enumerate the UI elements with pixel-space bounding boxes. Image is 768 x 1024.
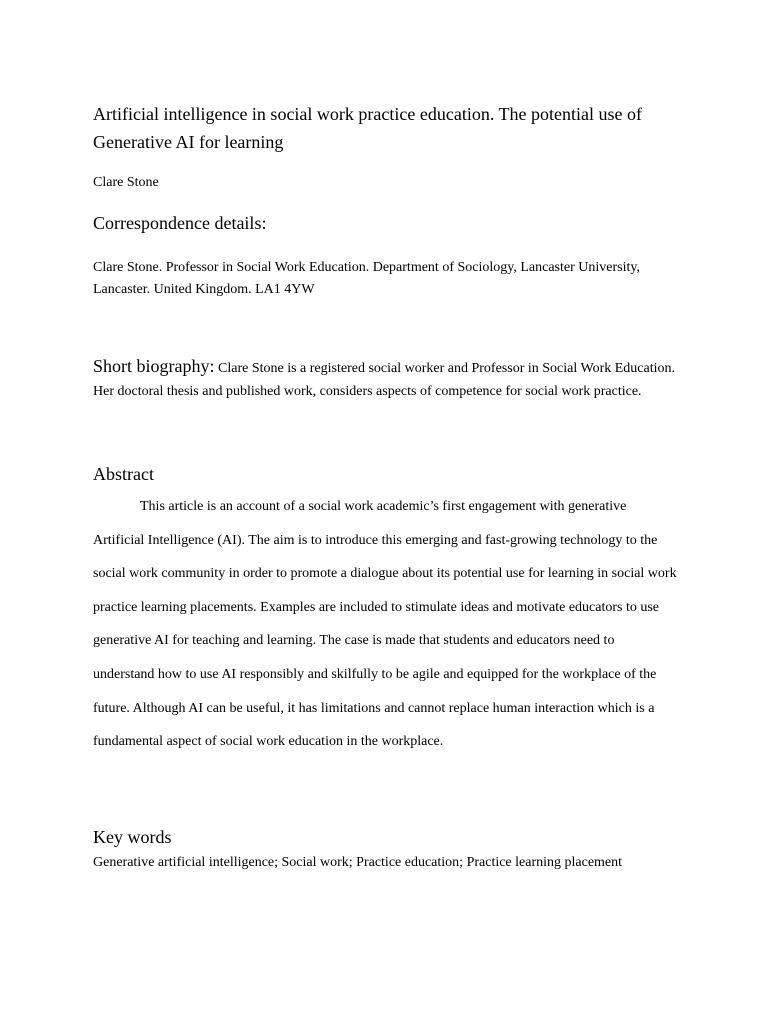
correspondence-heading: Correspondence details: <box>93 213 267 233</box>
keywords-text: Generative artificial intelligence; Social work; Practice education; Practice learning placement <box>93 855 623 870</box>
correspondence-details: Clare Stone. Professor in Social Work Education. Department of Sociology, Lancaster University, Lancaster. United Kingdom. LA1 4YW <box>93 260 640 297</box>
author-name: Clare Stone <box>93 175 159 190</box>
abstract-text: This article is an account of a social work academic’s first engagement with generative Artificial Intelligence (AI). The aim is to introduce this emerging and fast-growing technology to the social work community in order to promote a dialogue about its potential use for learning in social work practice learning placements. Examples are included to stimulate ideas and motivate educators to use generative AI for teaching and learning. The case is made that students and educators need to understand how to use AI responsibly and skilfully to be agile and equipped for the workplace of the future. Although AI can be useful, it has limitations and cannot replace human interaction which is a fundamental aspect of social work education in the workplace. <box>93 499 677 750</box>
short-biography-text: Clare Stone is a registered social worker and Professor in Social Work Education. Her doctoral thesis and published work, considers aspects of competence for social work practice. <box>93 361 675 399</box>
abstract-heading: Abstract <box>93 464 154 484</box>
paper-title: Artificial intelligence in social work practice education. The potential use of Generative AI for learning <box>93 104 642 152</box>
short-biography-heading: Short biography: <box>93 356 215 376</box>
short-biography <box>93 355 679 403</box>
keywords-heading: Key words <box>93 827 172 847</box>
